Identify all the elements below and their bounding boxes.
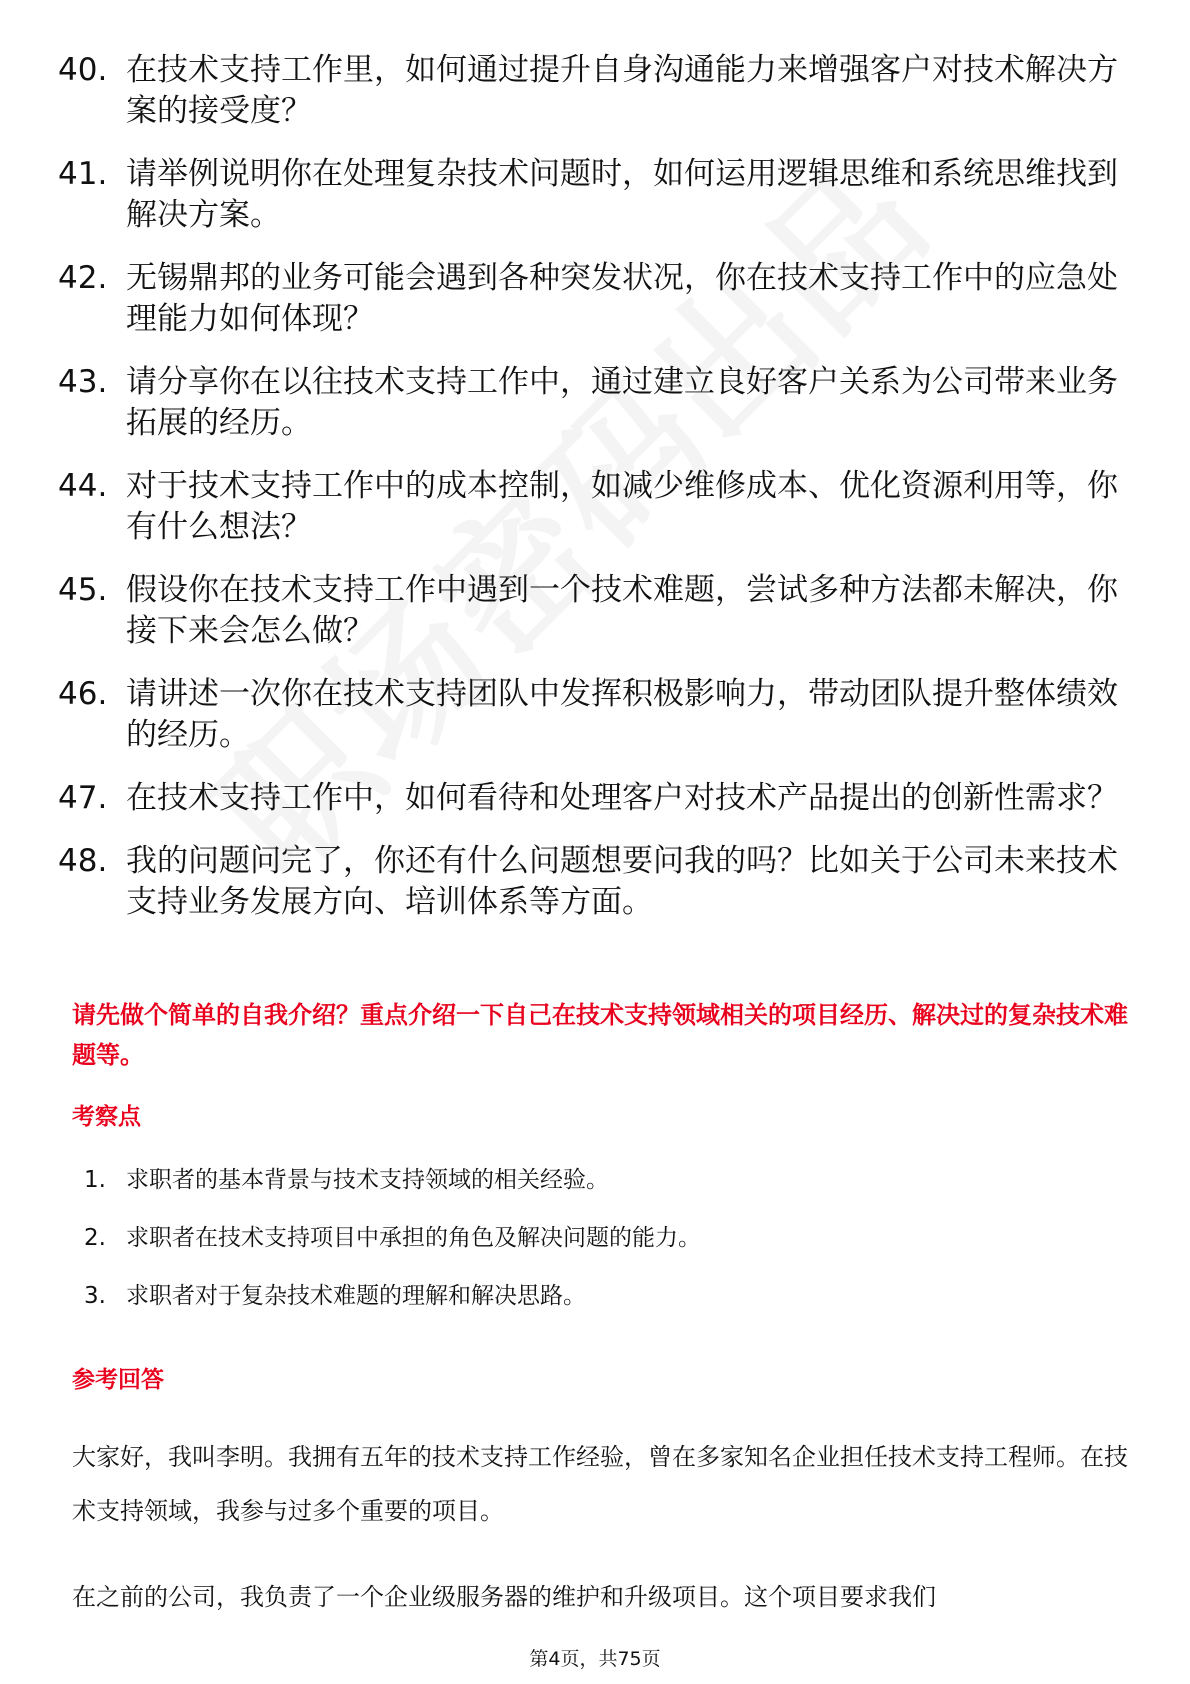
question-number: 43. [58,364,108,400]
exam-point-number: 1. [84,1167,106,1193]
question-number: 45. [58,572,108,608]
question-number: 41. [58,156,108,192]
exam-points-label: 考察点 [72,1104,141,1130]
question-text: 无锡鼎邦的业务可能会遇到各种突发状况，你在技术支持工作中的应急处理能力如何体现？ [126,260,1118,337]
question-text: 在技术支持工作里，如何通过提升自身沟通能力来增强客户对技术解决方案的接受度？ [126,52,1118,129]
question-text: 请举例说明你在处理复杂技术问题时，如何运用逻辑思维和系统思维找到解决方案。 [126,156,1118,233]
question-item [58,778,1118,819]
question-number: 42. [58,260,108,296]
question-text: 请分享你在以往技术支持工作中，通过建立良好客户关系为公司带来业务拓展的经历。 [126,364,1118,441]
question-item [58,466,1118,548]
question-item [58,50,1118,132]
exam-point-text: 求职者的基本背景与技术支持领域的相关经验。 [126,1167,609,1193]
question-item [58,674,1118,756]
page-footer: 第4页，共75页 [529,1648,661,1670]
answer-paragraph: 大家好，我叫李明。我拥有五年的技术支持工作经验，曾在多家知名企业担任技术支持工程师。在技术支持领域，我参与过多个重要的项目。 [72,1443,1128,1525]
question-text: 假设你在技术支持工作中遇到一个技术难题，尝试多种方法都未解决，你接下来会怎么做？ [126,572,1118,649]
exam-points-list [84,1165,701,1339]
question-item [58,362,1118,444]
question-text: 请讲述一次你在技术支持团队中发挥积极影响力，带动团队提升整体绩效的经历。 [126,676,1118,753]
exam-point-text: 求职者在技术支持项目中承担的角色及解决问题的能力。 [126,1225,701,1251]
question-number: 40. [58,52,108,88]
reference-answer-label: 参考回答 [72,1367,164,1393]
exam-point-number: 3. [84,1283,106,1309]
question-number: 46. [58,676,108,712]
question-item [58,258,1118,340]
question-text: 我的问题问完了，你还有什么问题想要问我的吗？比如关于公司未来技术支持业务发展方向、培训体系等方面。 [126,843,1118,920]
exam-point-text: 求职者对于复杂技术难题的理解和解决思路。 [126,1283,586,1309]
section-question-title: 请先做个简单的自我介绍？重点介绍一下自己在技术支持领域相关的项目经历、解决过的复杂技术难题等。 [72,1001,1128,1069]
question-item [58,154,1118,236]
question-number: 47. [58,780,108,816]
question-text: 对于技术支持工作中的成本控制，如减少维修成本、优化资源利用等，你有什么想法？ [126,468,1118,545]
exam-point-item [84,1165,701,1195]
exam-point-item [84,1223,701,1253]
answer-paragraph: 在之前的公司，我负责了一个企业级服务器的维护和升级项目。这个项目要求我们 [72,1583,936,1611]
question-text: 在技术支持工作中，如何看待和处理客户对技术产品提出的创新性需求？ [126,780,1118,816]
question-number: 44. [58,468,108,504]
question-item [58,841,1118,923]
exam-point-item [84,1281,701,1311]
question-item [58,570,1118,652]
question-number: 48. [58,843,108,879]
question-list [58,50,1118,945]
exam-point-number: 2. [84,1225,106,1251]
